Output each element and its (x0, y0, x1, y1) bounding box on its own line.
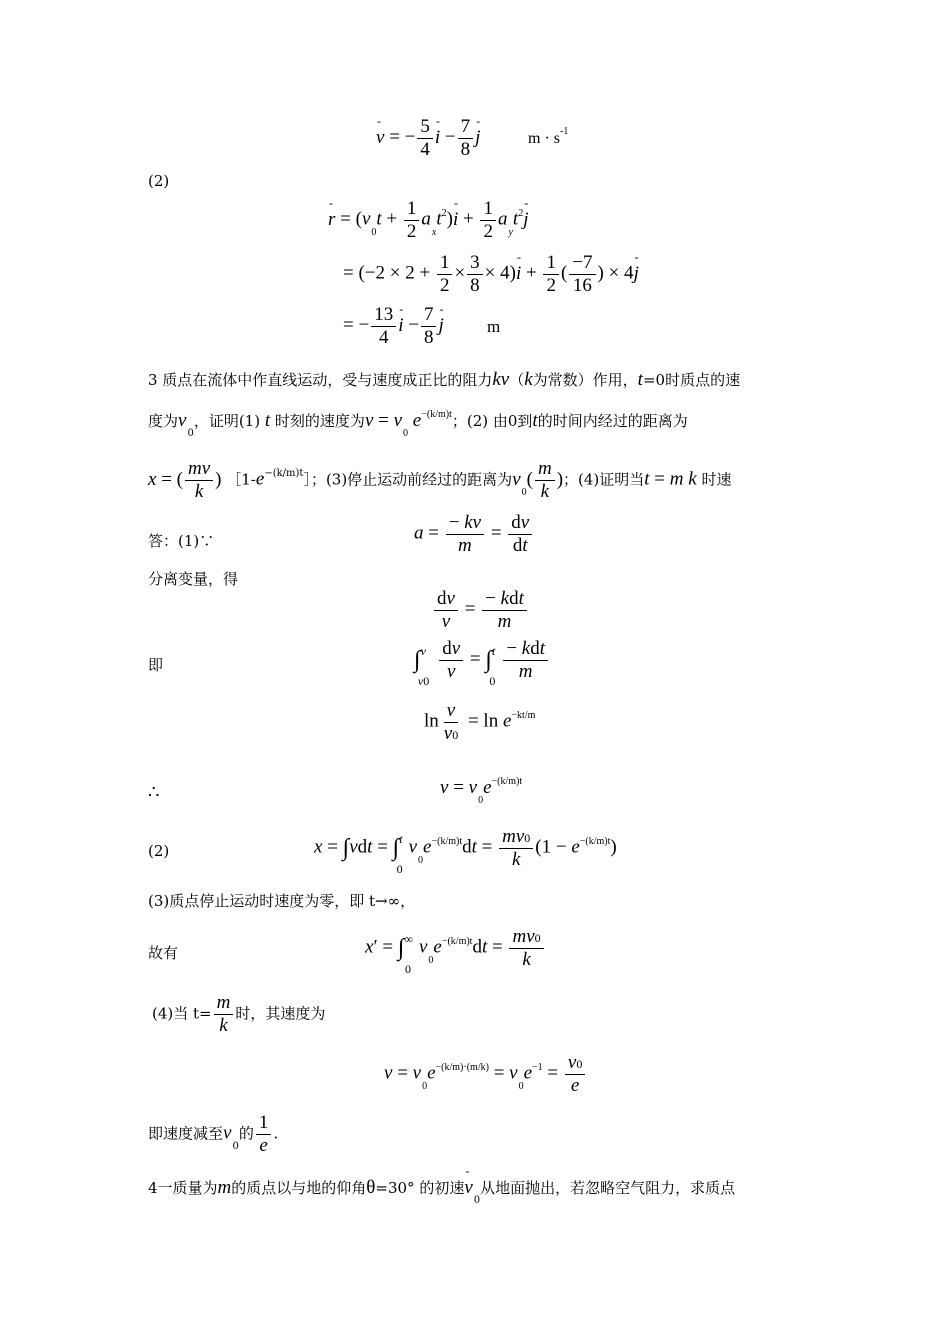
problem-3-line2: 度为$v_0$，证明(1) t 时刻的速度为$v = v_0$ $e^{-(k/m)t}$；(2) 由0到t的时间内经过的距离为 (148, 409, 688, 439)
therefore-symbol: ∴ (148, 782, 160, 803)
problem-3-line1: 3 质点在流体中作直线运动，受与速度成正比的阻力kv（k为常数）作用，t=0时质点的速 (148, 369, 741, 390)
equation-position-line3: = − $\frac{13}{4}$ - i − $\frac{7}{8}$ - j (343, 304, 444, 349)
equation-position-line2: = (−2 × 2 + $\frac{1}{2}$ × $\frac{3}{8}$ × 4)- i + $\frac{1}{2}$ ( $\frac{-7}{16}$ ) × 4- j (343, 252, 639, 297)
equation-log: ln $\frac{v}{v0}$ = $\ln e^{-kt/m}$ (424, 700, 536, 744)
part-3-text: (3)质点停止运动时速度为零，即 t→∞， (148, 892, 416, 910)
answer-label: 答：(1)∵ (148, 532, 215, 550)
conclusion-text: 即速度减至$v_0$的 $\frac{1}{e}$ . (148, 1112, 279, 1156)
problem-4-line1: 4一质量为m的质点以与地的仰角θ=30° 的初速- $v_0$从地面抛出，若忽略空气阻力，求质点 (148, 1177, 735, 1199)
guyou-label: 故有 (148, 944, 179, 962)
equation-velocity: - v = − $\frac{5}{4}$ - i − $\frac{7}{8}$ - j (376, 116, 480, 161)
equation-velocity-result: $v = v_0e^{-(k/m)t}$ (440, 776, 523, 806)
equation-position-line1: - $r = (v_0t$ + $\frac{1}{2}$ $a_xt^2)-$ i + $\frac{1}{2}$ $a_yt^2-$ j (328, 198, 528, 243)
equation-acceleration: a = $\frac{- kv}{m}$ = $\frac{dv}{dt}$ (414, 512, 534, 557)
equation-velocity-at-time: $v = v_0e^{-(k/m)\cdot(m/k)} = v_0e^{-1}$ = $\frac{v0}{e}$ (384, 1052, 587, 1097)
equation-distance: $x = \int vdt = \int^t_0v_0e^{-(k/m)t}dt$ = $\frac{mv0}{k}$ $(1 - e^{-(k/m)t})$ (314, 826, 617, 876)
velocity-unit: $m \cdot s^{-1}$ (528, 126, 569, 147)
equation-integral: ∫$^v_{v0}$ $\frac{dv}{v}$ = ∫$^t_0$ $\frac{\text{− kdt}}{m}$ (414, 638, 550, 683)
position-unit: m (487, 317, 501, 336)
part-4-text: (4)当 t= $\frac{m}{k}$ 时，其速度为 (152, 992, 326, 1036)
problem-3-line3: x = ( $\frac{mv}{k}$ ) $[1-e^{-(k/m)t}]$；(3)停止运动前经过的距离为$v_0$( $\frac{m}{k}$ )；(4)证明当t = m k 时速 (148, 458, 732, 502)
equation-total-distance: $x' = \int^\infty_0v_0e^{-(k/m)t}dt$ = $\frac{mv0}{k}$ (365, 926, 546, 971)
ji-label: 即 (148, 656, 164, 674)
part-2-answer-label: (2) (148, 842, 170, 860)
part-2-label: (2) (148, 172, 170, 190)
equation-separated: $\frac{dv}{v}$ = $\frac{\text{− kdt}}{m}$ (432, 588, 529, 633)
separate-variables-text: 分离变量，得 (148, 570, 239, 588)
